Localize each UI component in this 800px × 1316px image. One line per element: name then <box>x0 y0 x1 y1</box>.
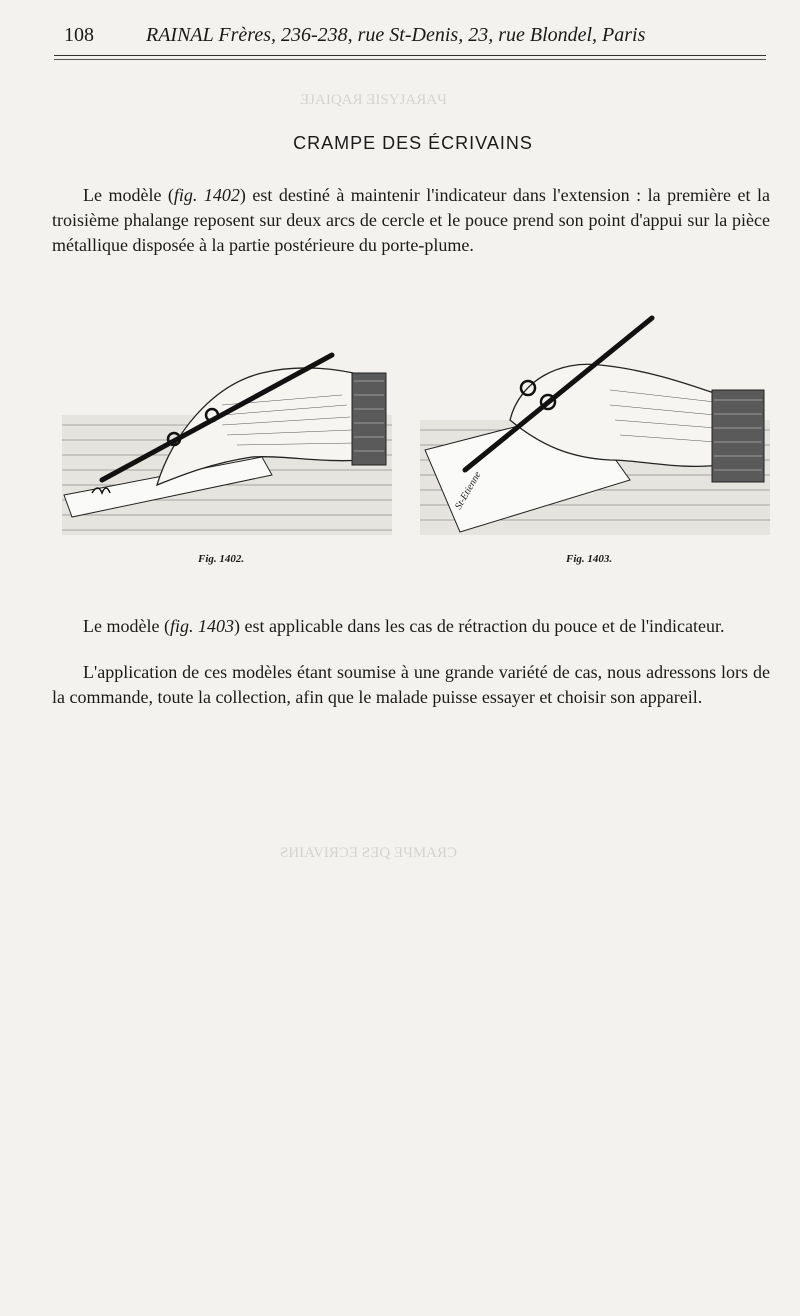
figure-reference: fig. 1403 <box>169 616 234 636</box>
header-rule <box>54 55 766 56</box>
paragraph-fig-1403 <box>52 614 770 639</box>
text-run: Le modèle ( <box>83 185 174 205</box>
figure-reference: fig. 1402 <box>173 185 240 205</box>
text-run: ) est applicable dans les cas de rétraction du pouce et de l'indicateur. <box>233 616 725 636</box>
section-title: CRAMPE DES ÉCRIVAINS <box>293 133 533 153</box>
paragraph-fig-1402 <box>52 183 770 258</box>
paragraph-ordering-note: L'application de ces modèles étant soumise à une grande variété de cas, nous adressons lors de la commande, toute la collection, afin que le malade puisse essayer et choisir son appareil. <box>52 662 770 707</box>
page-number: 108 <box>64 24 94 46</box>
running-title: RAINAL Frères, 236-238, rue St-Denis, 23, rue Blondel, Paris <box>146 24 646 46</box>
svg-text:St-Etienne: St-Etienne <box>453 469 484 512</box>
figure-1402-illustration <box>62 345 392 535</box>
text-run: ) est destiné à maintenir l'indicateur dans l'extension : la première et la troisième phalange reposent sur deux arcs de cercle et le pouce prend son point d'appui sur la pièce métallique disposée à la partie postérieure du porte-plume. <box>52 185 770 255</box>
bleed-through-text: ƧИIAVIЯƆƎ ƧƎQ ƎЧMAЯƆ <box>280 845 457 861</box>
page-header <box>64 22 764 52</box>
bleed-through-text: ƎJAIQAЯ ƎISYJAЯAЧ <box>300 92 447 108</box>
figure-1403-caption: Fig. 1403. <box>566 553 613 565</box>
figure-1403-illustration <box>420 310 770 535</box>
text-run: Le modèle ( <box>83 616 170 636</box>
figure-1402-caption: Fig. 1402. <box>198 553 245 565</box>
header-rule-secondary <box>54 59 766 60</box>
